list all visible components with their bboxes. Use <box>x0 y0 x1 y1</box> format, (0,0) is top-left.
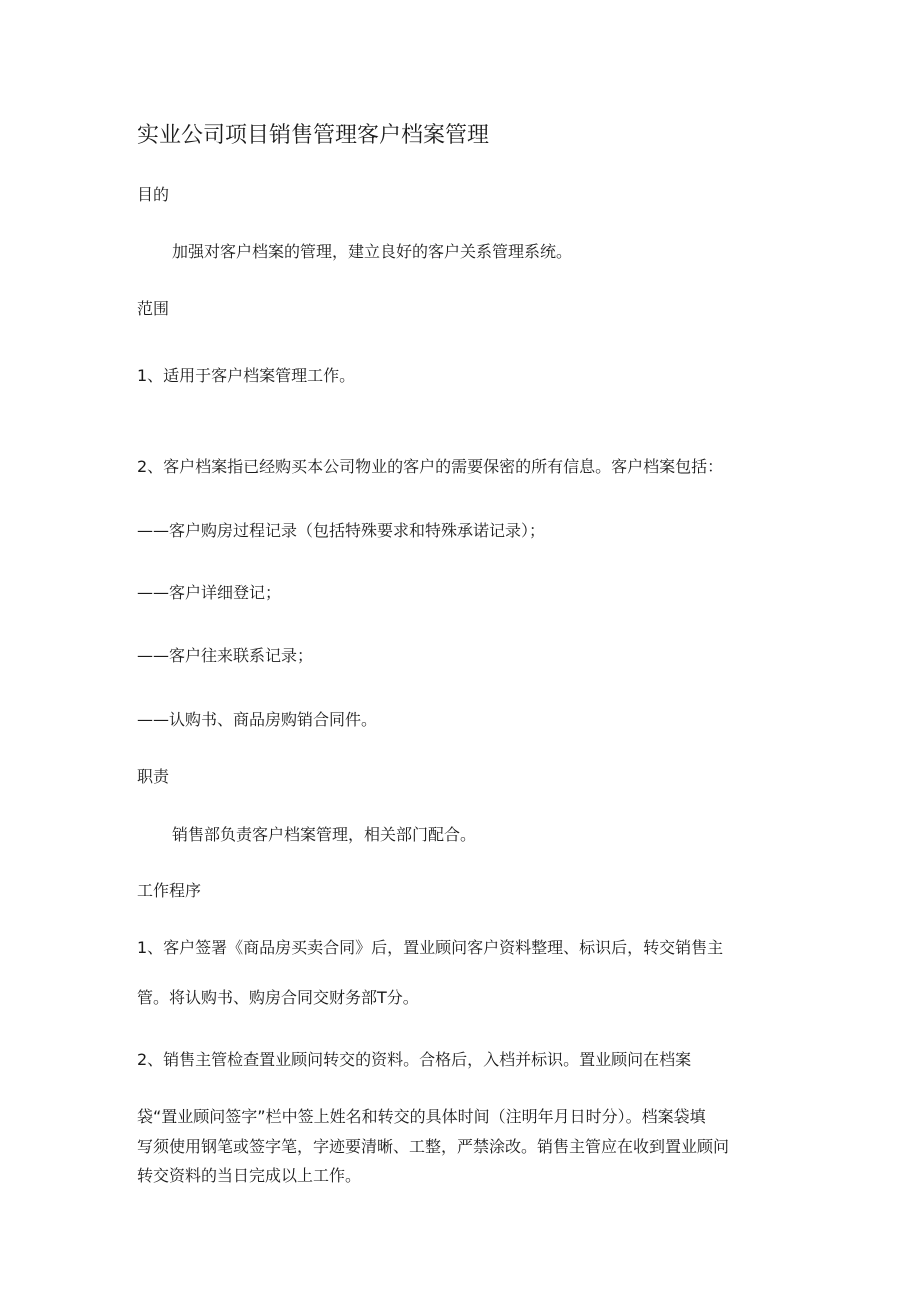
scope-item-1: 1、适用于客户档案管理工作。 <box>137 366 356 385</box>
procedure-2-line-3: 写须使用钢笔或签字笔，字迹要清晰、工整，严禁涂改。销售主管应在收到置业顾问 <box>137 1137 730 1156</box>
purpose-text: 加强对客户档案的管理，建立良好的客户关系管理系统。 <box>172 242 573 261</box>
scope-item-2: 2、客户档案指已经购买本公司物业的客户的需要保密的所有信息。客户档案包括： <box>137 457 724 476</box>
procedure-1-line-1: 1、客户签署《商品房买卖合同》后，置业顾问客户资料整理、标识后，转交销售主 <box>137 938 724 957</box>
scope-sub-item-1: ——客户购房过程记录（包括特殊要求和特殊承诺记录）； <box>137 521 546 540</box>
procedure-heading: 工作程序 <box>137 881 202 900</box>
duty-text: 销售部负责客户档案管理，相关部门配合。 <box>172 825 477 844</box>
procedure-2-line-2: 袋“置业顾问签字”栏中签上姓名和转交的具体时间（注明年月日时分）。档案袋填 <box>137 1107 706 1126</box>
scope-sub-item-3: ——客户往来联系记录； <box>137 646 314 665</box>
procedure-2-line-4: 转交资料的当日完成以上工作。 <box>137 1166 362 1185</box>
procedure-2-line-1: 2、销售主管检查置业顾问转交的资料。合格后，入档并标识。置业顾问在档案 <box>137 1050 692 1069</box>
procedure-1-line-2: 管。将认购书、购房合同交财务部T分。 <box>137 988 419 1007</box>
document-title: 实业公司项目销售管理客户档案管理 <box>137 123 490 148</box>
purpose-heading: 目的 <box>137 185 170 204</box>
duty-heading: 职责 <box>137 767 170 786</box>
scope-sub-item-2: ——客户详细登记； <box>137 583 282 602</box>
scope-sub-item-4: ——认购书、商品房购销合同件。 <box>137 710 378 729</box>
scope-heading: 范围 <box>137 299 170 318</box>
